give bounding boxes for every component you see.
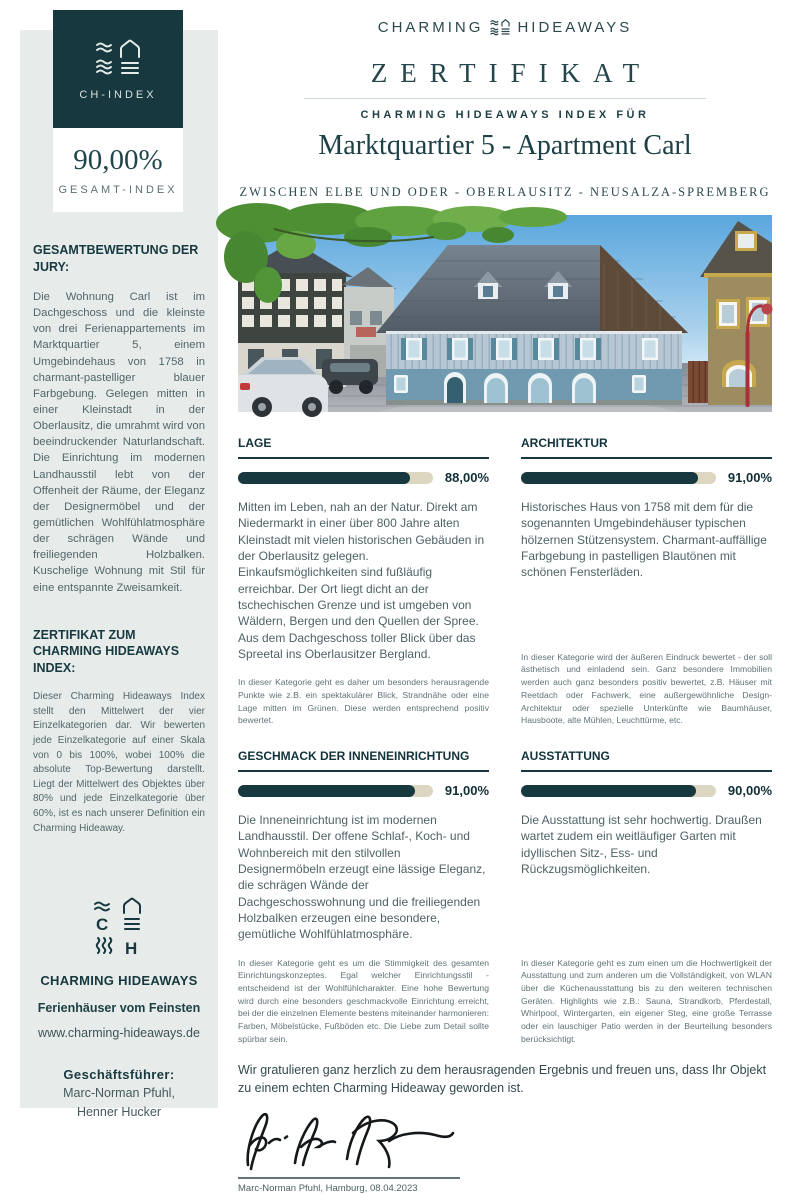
- index-info-body: Dieser Charming Hideaways Index stellt den Mittelwert der vier Einzelkategorien dar. Wir bewerten jede Einzelkategorie auf einer Skala von 0 bis 100%, wobei 100% die absolute Top-Bewertung darstellt. Liegt der Mittelwert des Objektes über 80% und jede Einzelkategorie über 60%, ist es nach unserer Definition ein Charming Hideaway.: [33, 691, 205, 834]
- category-title: ARCHITEKTUR: [521, 436, 772, 459]
- category-note: In dieser Kategorie geht es um die Stimmigkeit des gesamten Einrichtungskonzeptes. Egal welcher Einrichtungsstil - entscheidend ist der Wohlfühlcharakter. Eine hohe Bewertung wird durch eine besonders geschmackvolle Einrichtung erreicht, bei der die einzelnen Elemente bestens miteinander harmonieren: Farben, Möbelstücke, Fußböden etc. Die Liebe zum Detail sollte spürbar sein.: [238, 957, 489, 1044]
- category-grid: [238, 436, 772, 1046]
- svg-text:C: C: [96, 915, 109, 934]
- brand-name: CHARMING HIDEAWAYS: [40, 973, 198, 988]
- category-section-geschmack: [238, 749, 489, 1046]
- category-score: 91,00%: [444, 783, 489, 798]
- certificate-title: ZERTIFIKAT: [370, 58, 653, 88]
- category-score: 91,00%: [727, 470, 772, 485]
- certificate-subtitle: CHARMING HIDEAWAYS INDEX FÜR: [360, 109, 650, 121]
- ch-index-label: CH-INDEX: [79, 88, 157, 101]
- brand-tagline: Ferienhäuser vom Feinsten: [37, 1001, 201, 1015]
- signature-line: [238, 1177, 460, 1179]
- management-name-2: Henner Hucker: [76, 1105, 162, 1120]
- category-section-architektur: [521, 436, 772, 727]
- title-divider: [304, 98, 706, 99]
- ch-index-box: [53, 10, 183, 128]
- brand-logo-icon: [91, 896, 147, 958]
- score-bar-fill: [521, 785, 696, 797]
- property-location: ZWISCHEN ELBE UND ODER - OBERLAUSITZ - NEUSALZA-SPREMBERG: [239, 185, 771, 199]
- sidebar-footer: [20, 896, 218, 1121]
- score-bar-fill: [238, 785, 415, 797]
- ch-index-logo-icon: [95, 38, 141, 78]
- property-photo: [238, 215, 772, 412]
- management-name-1: Marc-Norman Pfuhl,: [63, 1086, 175, 1100]
- sidebar-content: [33, 242, 205, 836]
- score-bar-track: [521, 785, 716, 797]
- score-bar-track: [238, 472, 433, 484]
- brand-wordmark-logo-icon: [490, 18, 510, 37]
- overall-score-value: 90,00%: [73, 144, 163, 176]
- category-note: In dieser Kategorie geht es daher um besonders herausragende Punkte wie z.B. ein spektakulärer Blick, Strandnähe oder eine Lage mitten im Grünen. Diese werden entsprechend positiv bewertet.: [238, 677, 489, 726]
- main-content: [238, 0, 772, 1194]
- category-note: In dieser Kategorie wird der äußeren Eindruck bewertet - der soll ästhetisch und einladend sein. Ganz besondere Immobilien werden auch ganz besonders positiv bewertet, z.B. Häuser mit Reetdach oder Fachwerk, eine außergewöhnliche Design-Architektur oder spezielle Unterkünfte wie Baumhäuser, Hausboote, alte Mühlen, Leuchttürme, etc.: [521, 651, 772, 726]
- svg-text:H: H: [125, 939, 138, 958]
- category-body: Die Ausstattung ist sehr hochwertig. Draußen wartet zudem ein weitläufiger Garten mit idyllischen Sitz-, Ess- und Rückzugsmöglichkeiten.: [521, 813, 762, 876]
- score-bar-track: [521, 472, 716, 484]
- category-title: GESCHMACK DER INNENEINRICHTUNG: [238, 749, 489, 772]
- signature-caption: Marc-Norman Pfuhl, Hamburg, 08.04.2023: [238, 1183, 418, 1194]
- brand-wordmark-right: HIDEAWAYS: [517, 19, 633, 36]
- signature-block: [238, 1109, 468, 1194]
- category-note: In dieser Kategorie geht es zum einen um die Hochwertigkeit der Ausstattung und zum anderen um die Vollständigkeit, von WLAN über die Küchenausstattung bis zu den weiteren technischen Geräten. Highlights wie z.B.: Sauna, Strandkorb, Pferdestall, Whirlpool, Wintergarten, ein eigener Steg, eine große Terrasse oder ein lauschiger Patio werden in der Beurteilung besonders berücksichtigt.: [521, 957, 772, 1044]
- overall-score-box: [53, 128, 183, 212]
- category-body: Mitten im Leben, nah an der Natur. Direkt am Niedermarkt in einer über 800 Jahre alten Kleinstadt mit vielen historischen Gebäuden in der Oberlausitz gelegen. Einkaufsmöglichkeiten sind fußläufig erreichbar. Der Ort liegt dicht an der tschechischen Grenze und ist umgeben von Wäldern, Bergen und den Quellen der Spree. Aus dem Dachgeschoss toller Blick über das Spreetal ins Oberlausitzer Bergland.: [238, 500, 485, 661]
- index-info-heading: ZERTIFIKAT ZUM CHARMING HIDEAWAYS INDEX:: [33, 627, 180, 675]
- brand-wordmark-left: CHARMING: [377, 19, 484, 36]
- category-section-lage: [238, 436, 489, 727]
- overall-score-label: GESAMT-INDEX: [58, 184, 178, 196]
- category-body: Historisches Haus von 1758 mit dem für die sogenannten Umgebindehäuser typischen hölzernen Stützensystem. Charmant-auffällige Farbgebung in pastelligen Blautönen mit schönen Fensterläden.: [521, 500, 767, 580]
- score-bar-track: [238, 785, 433, 797]
- score-bar-fill: [521, 472, 698, 484]
- category-title: AUSSTATTUNG: [521, 749, 772, 772]
- signature: [238, 1109, 460, 1171]
- category-title: LAGE: [238, 436, 489, 459]
- congratulation-text: Wir gratulieren ganz herzlich zu dem herausragenden Ergebnis und freuen uns, dass Ihr Objekt zu einem echten Charming Hideaway geworden ist.: [238, 1062, 767, 1095]
- category-body: Die Inneneinrichtung ist im modernen Landhausstil. Der offene Schlaf-, Koch- und Wohnbereich mit den stilvollen Designermöbeln erzeugt eine lässige Eleganz, die schrägen Wände der Dachgeschosswohnung und die freiliegenden Holzbalken erzeugen eine besondere, gemütliche Wohlfühlatmosphäre.: [238, 813, 486, 942]
- score-bar-row: [238, 470, 489, 485]
- management-title: Geschäftsführer:: [63, 1067, 175, 1082]
- property-name: Marktquartier 5 - Apartment Carl: [318, 130, 692, 161]
- jury-body: Die Wohnung Carl ist im Dachgeschoss und die kleinste von drei Ferienappartements im Marktquartier 5, einem Umgebindehaus von 1758 in charmant-pastelliger blauer Farbgebung. Gelegen mitten in einer Kleinstadt in der Oberlausitz, die umrahmt wird von beeindruckender Naturlandschaft. Die Einrichtung im modernen Landhausstil lebt von der Offenheit der Räume, der Eleganz der Designermöbel und der gemütlichen Wohlfühlatmosphäre der schrägen Wände und freiliegenden Holzbalken. Kuschelige Wohnung mit Stil für eine entspannte Zweisamkeit.: [33, 291, 205, 594]
- brand-website-link[interactable]: www.charming-hideaways.de: [38, 1026, 200, 1040]
- score-bar-row: [521, 783, 772, 798]
- brand-wordmark: [238, 18, 772, 37]
- score-bar-row: [521, 470, 772, 485]
- sidebar: [20, 30, 218, 1120]
- category-section-ausstattung: [521, 749, 772, 1046]
- jury-heading: GESAMTBEWERTUNG DER JURY:: [33, 243, 199, 274]
- score-bar-fill: [238, 472, 410, 484]
- score-bar-row: [238, 783, 489, 798]
- category-score: 90,00%: [727, 783, 772, 798]
- category-score: 88,00%: [444, 470, 489, 485]
